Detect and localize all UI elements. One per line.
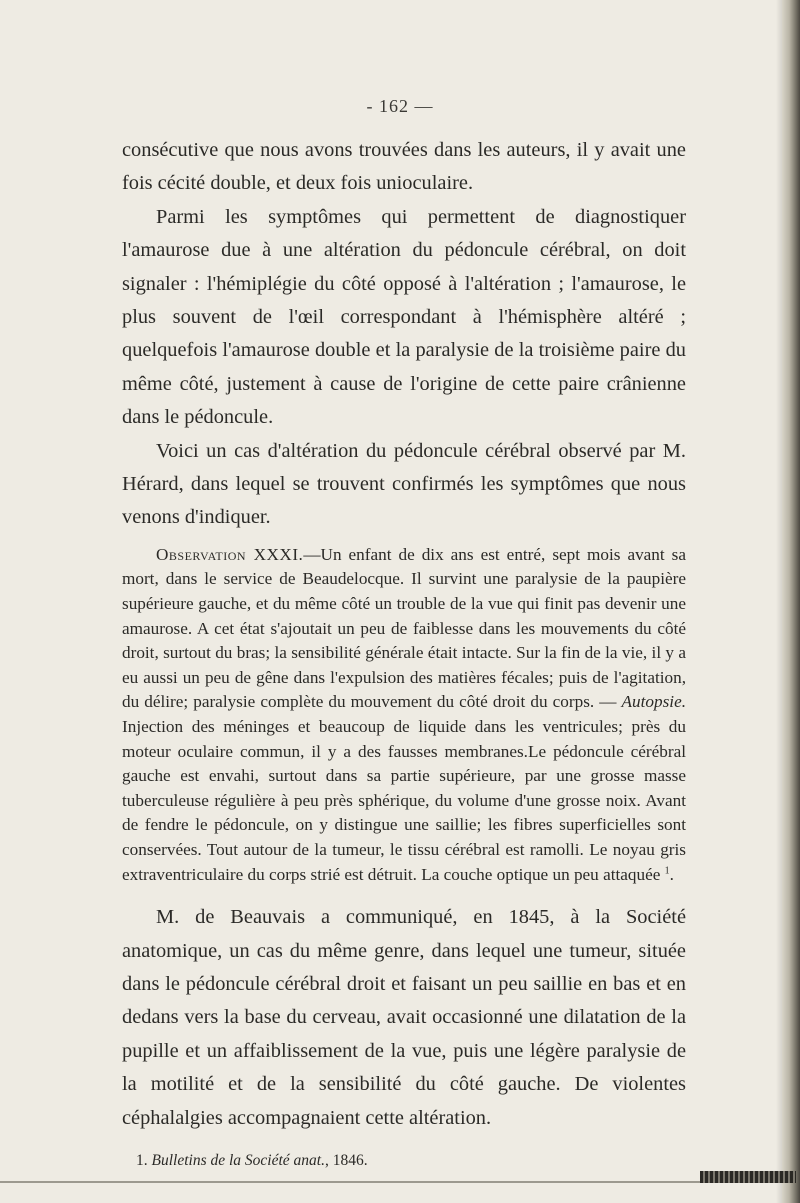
autopsie-label: Autopsie. [621, 692, 686, 712]
binding-mark [700, 1171, 796, 1183]
page-number: - 162 — [366, 96, 434, 116]
observation-text-1: —Un enfant de dix ans est entré, sept mois avant sa mort, dans le service de Beaudelocque. Il survint une paralysie de la paupière supérieure gauche, et du même côté un trouble de la vue qui finit pas devenir une amaurose. A cet état s'ajoutait un peu de faiblesse dans les mouvements du côté droit, surtout du bras; la sensibilité générale était intacte. Sur la fin de la vie, il y a eu aussi un peu de gêne dans l'expulsion des matières fécales; puis de l'agitation, du délire; paralysie complète du mouvement du côté droit du corps. — [122, 544, 686, 712]
page-content [122, 134, 686, 1171]
bottom-rule [0, 1181, 782, 1183]
observation-xxxi: Observation XXXI.—Un enfant de dix ans est entré, sept mois avant sa mort, dans le service de Beaudelocque. Il survint une paralysie de la paupière supérieure gauche, et du même côté un trouble de la vue qui finit pas devenir une amaurose. A cet état s'ajoutait un peu de faiblesse dans les mouvements du côté droit, surtout du bras; la sensibilité générale était intacte. Sur la fin de la vie, il y a eu aussi un peu de gêne dans l'expulsion des matières fécales; puis de l'agitation, du délire; paralysie complète du mouvement du côté droit du corps. — Autopsie. Injection des méninges et beaucoup de liquide dans les ventricules; près du moteur oculaire commun, il y a des fausses membranes.Le pédoncule cérébral gauche est envahi, surtout dans sa partie supérieure, par une grosse masse tuberculeuse régulière à peu près sphérique, du volume d'une grosse noix. Avant de fendre le pédoncule, on y distingue une saillie; les fibres superficielles sont conservées. Tout autour de la tumeur, le tissu cérébral est ramolli. Le noyau gris extraventriculaire du corps strié est détruit. La couche optique un peu attaquée $^1$. [122, 544, 686, 884]
paragraph-3: Voici un cas d'altération du pédoncule cérébral observé par M. Hérard, dans lequel se trouvent confirmés les symptômes que nous venons d'indiquer. [122, 439, 686, 529]
footnote-number: 1. [136, 1152, 148, 1170]
footnote [136, 1151, 686, 1171]
observation-title: Observation XXXI. [156, 544, 304, 564]
footnote-year: , 1846. [324, 1152, 368, 1170]
paragraph-2: Parmi les symptômes qui permettent de diagnostiquer l'amaurose due à une altération du pédoncule cérébral, on doit signaler : l'hémiplégie du côté opposé à l'altération ; l'amaurose, le plus souvent de l'œil correspondant à l'hémisphère altéré ; quelquefois l'amaurose double et la paralysie de la troisième paire du même côté, justement à cause de l'origine de cette paire crânienne dans le pédoncule. [122, 205, 686, 429]
footnote-title: Bulletins de la Société anat. [151, 1152, 325, 1170]
paragraph-1: consécutive que nous avons trouvées dans les auteurs, il y avait une fois cécité double, et deux fois unioculaire. [122, 139, 686, 195]
observation-text-2: Injection des méninges et beaucoup de liquide dans les ventricules; près du moteur oculaire commun, il y a des fausses membranes.Le pédoncule cérébral gauche est envahi, surtout dans sa partie supérieure, par une grosse masse tuberculeuse régulière à peu près sphérique, du volume d'une grosse noix. Avant de fendre le pédoncule, on y distingue une saillie; les fibres superficielles sont conservées. Tout autour de la tumeur, le tissu cérébral est ramolli. Le noyau gris extraventriculaire du corps strié est détruit. La couche optique un peu attaquée [122, 717, 686, 884]
footnote-reference: 1 [664, 864, 670, 876]
paragraph-4: M. de Beauvais a communiqué, en 1845, à la Société anatomique, un cas du même genre, dans lequel une tumeur, située dans le pédoncule cérébral droit et faisant un peu saillie en bas et en dedans vers la base du cerveau, avait occasionné une dilatation de la pupille et un affaiblissement de la vue, puis une légère paralysie de la motilité et de la sensibilité du côté gauche. De violentes céphalalgies accompagnaient cette altération. [122, 906, 686, 1129]
book-edge [782, 0, 800, 1203]
